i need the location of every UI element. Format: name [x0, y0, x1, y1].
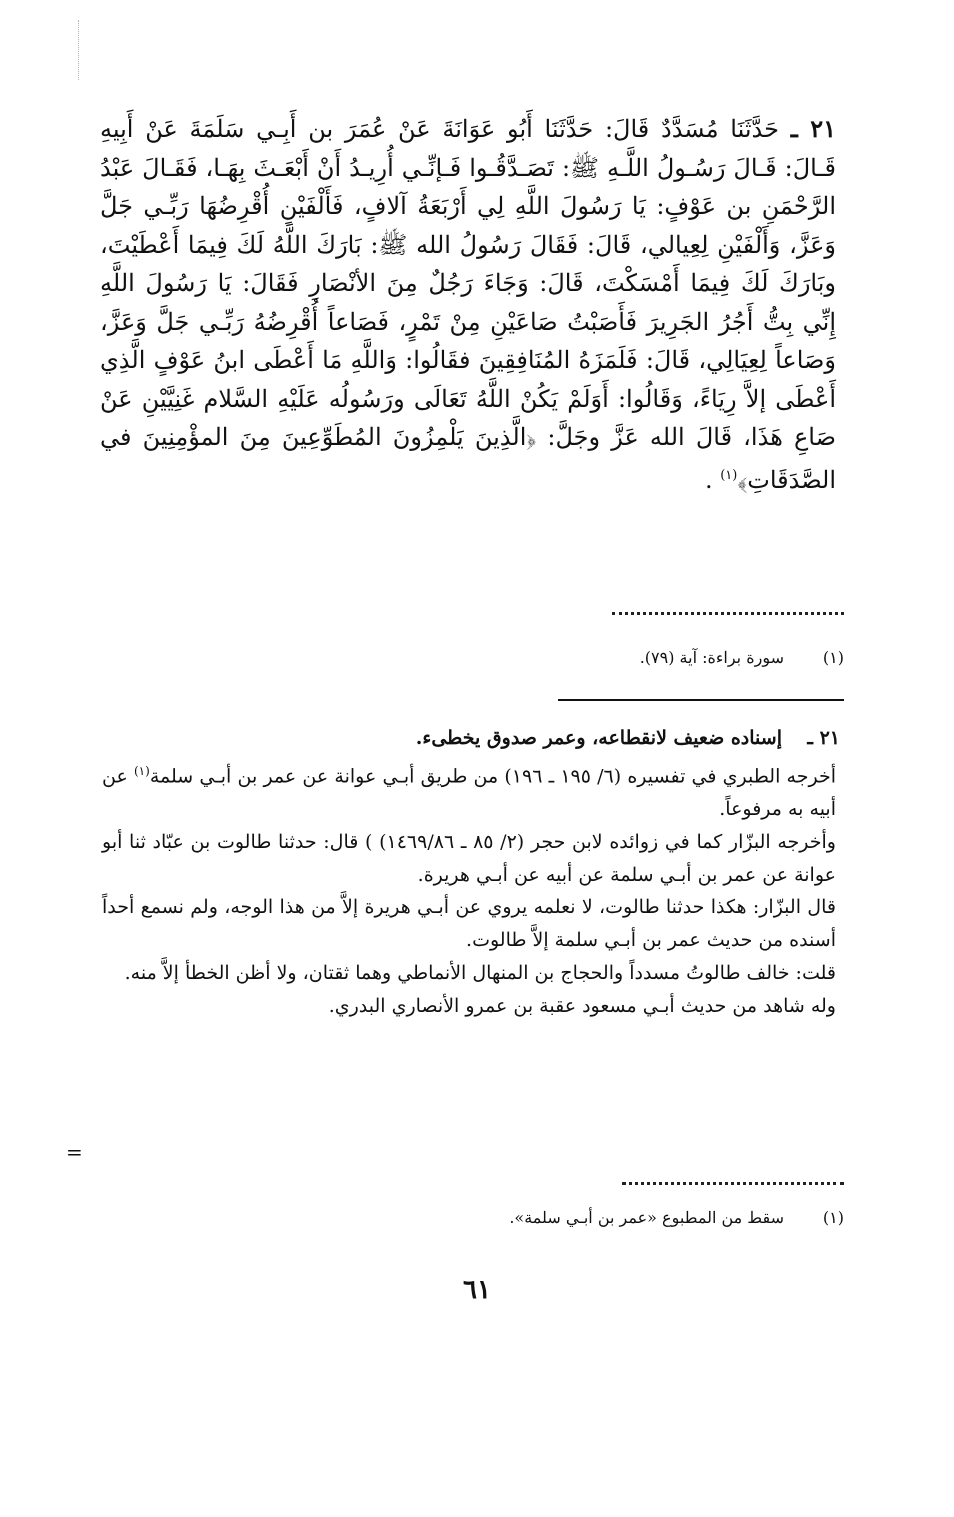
page-number: ٦١	[463, 1275, 491, 1305]
takhrij-paragraph	[102, 755, 836, 826]
hadith-number: ٢١ ـ	[790, 114, 836, 143]
footnote-number: (١)	[822, 648, 844, 667]
takhrij-paragraph: قلت: خالف طالوتُ مسدداً والحجاج بن المنهال الأنماطي وهما ثقتان، ولا أظن الخطأ إلاَّ منه.	[124, 961, 836, 984]
scan-edge-mark	[78, 20, 80, 80]
footnote-text: سقط من المطبوع «عمر بن أبـي سلمة».	[509, 1208, 784, 1227]
takhrij-text: أخرجه الطبري في تفسيره (٦/ ١٩٥ ـ ١٩٦) من طريق أبـي عوانة عن عمر بن أبـي سلمة	[149, 765, 836, 788]
footnote-separator	[622, 1182, 844, 1185]
footnote-text: سورة براءة: آية (٧٩).	[639, 648, 784, 667]
footnote-ref: (١)	[133, 763, 150, 778]
takhrij-commentary	[102, 722, 840, 1023]
takhrij-number: ٢١ ـ	[807, 727, 840, 749]
footnote-1	[360, 646, 844, 670]
section-divider	[558, 699, 844, 701]
continuation-mark: =	[66, 1140, 83, 1164]
footnote-ref: (١)	[720, 467, 738, 483]
takhrij-heading	[102, 722, 840, 755]
takhrij-paragraph: وله شاهد من حديث أبـي مسعود عقبة بن عمرو الأنصاري البدري.	[328, 994, 836, 1017]
footnote-number: (١)	[822, 1208, 844, 1227]
takhrij-paragraph: قال البزّار: هكذا حدثنا طالوت، لا نعلمه يروي عن أبـي هريرة إلاَّ من هذا الوجه، ولم نسمع أحداً أسنده من حديث عمر بن أبـي سلمة إلاَّ طالوت.	[102, 896, 836, 952]
hadith-body: حَدَّثَنَا مُسَدَّدٌ قَالَ: حَدَّثَنَا أَبُو عَوَانَةَ عَنْ عُمَرَ بن أَبِـي سَلَمَةَ عَنْ أَبِيهِ قَـالَ: قَـالَ رَسُـولُ اللَّـهِ ﷺ: تَصَـدَّقُـوا فَـإنِّـي أُرِيـدُ أَنْ أَبْعَـثَ بِهَـا، فَقَـالَ عَبْدُ الرَّحْمَنِ بن عَوْفٍ: يَا رَسُولَ اللَّهِ لِي أَرْبَعَةُ آلافٍ، فَأَلْفَيْنِ أُقْرِضُهَا رَبِّـي جَلَّ وَعَزَّ، وَأَلْفَيْنِ لِعِيالي، قَالَ: فَقَالَ رَسُولُ الله ﷺ: بَارَكَ اللَّهُ لَكَ فِيمَا أَعْطَيْتَ، وبَارَكَ لَكَ فِيمَا أَمْسَكْتَ، قَالَ: وَجَاءَ رَجُلٌ مِنَ الأنْصَارِ فَقَالَ: يَا رَسُولَ اللَّهِ إِنِّي بِتُّ أَجُرُ الجَرِيرَ فَأَصَبْتُ صَاعَيْنِ مِنْ تَمْرٍ، فَصَاعاً أُقْرِضُهُ رَبِّـي جَلَّ وَعَزَّ، وَصَاعاً لِعِيَالِي، قَالَ: فَلَمَزَهُ المُنَافِقِينَ فقَالُوا: وَاللَّهِ مَا أَعْطَى ابنُ عَوْفٍ الَّذِي أَعْطَى إلاَّ رِيَاءً، وَقَالُوا: أَوَلَمْ يَكُنْ اللَّهُ تَعَالَى ورَسُولُه عَلَيْهِ السَّلام غَنِيَّيْنِ عَنْ صَاعِ هَذَا، قَالَ الله عَزَّ وجَلَّ: ﴿الَّذِينَ يَلْمِزُونَ المُطَوِّعِينَ مِنَ المؤْمِنِينَ في الصَّدَقَاتِ﴾	[100, 115, 837, 494]
takhrij-grading: إسناده ضعيف لانقطاعه، وعمر صدوق يخطىء.	[415, 727, 782, 749]
hadith-text-block	[100, 110, 836, 499]
footnote-separator	[612, 612, 844, 615]
footnote-2	[360, 1206, 844, 1230]
takhrij-paragraph: وأخرجه البزّار كما في زوائده لابن حجر (٢/ ٨٥ ـ ١٤٦٩/٨٦) ) قال: حدثنا طالوت بن عبّاد ثنا أبو عوانة عن عمر بن أبـي سلمة عن أبيه عن أبـي هريرة.	[102, 830, 836, 886]
takhrij-text: عن أبيه به مرفوعاً.	[102, 765, 836, 820]
hadith-end-mark: .	[704, 465, 721, 494]
